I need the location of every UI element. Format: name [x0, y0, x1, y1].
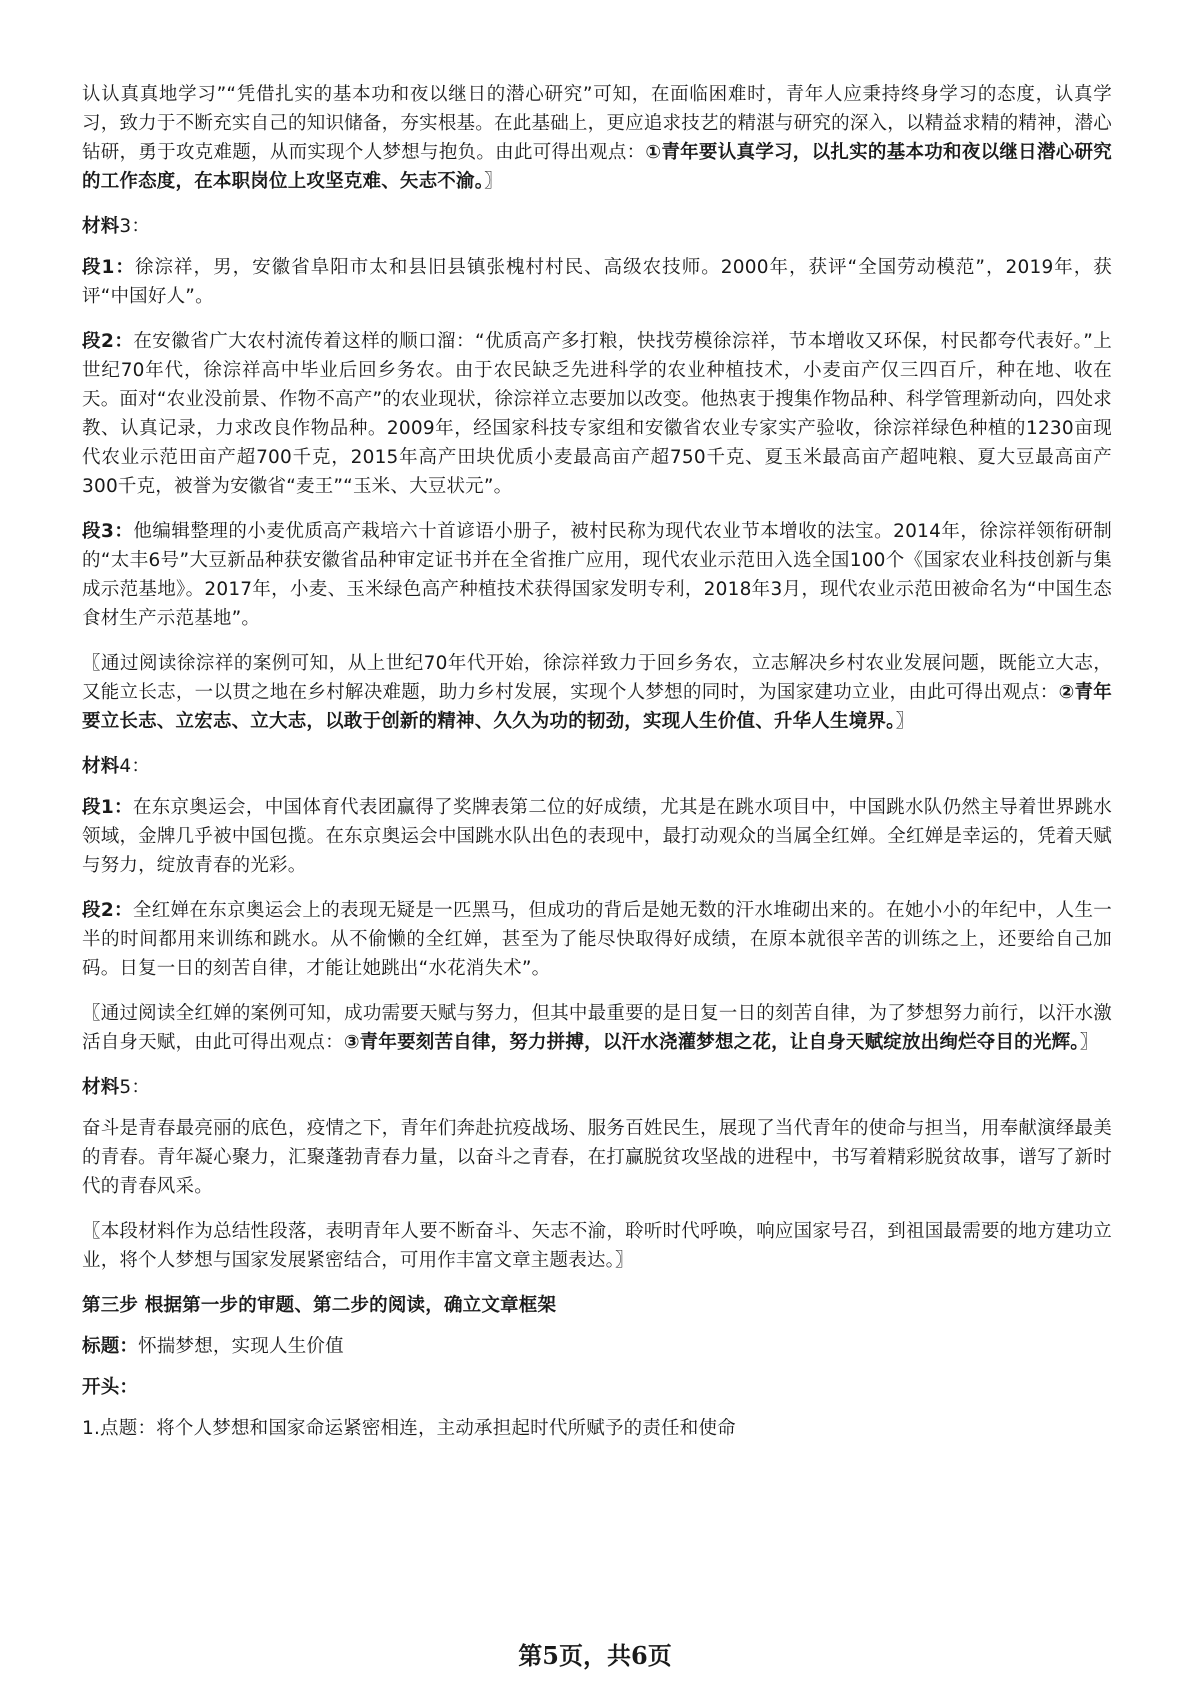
material-5-heading: [82, 1073, 1112, 1102]
opening-item-1: 1.点题：将个人梦想和国家命运紧密相连，主动承担起时代所赋予的责任和使命: [82, 1418, 736, 1439]
para-text: 全红婵在东京奥运会上的表现无疑是一匹黑马，但成功的背后是她无数的汗水堆砌出来的。在她小小的年纪中，人生一半的时间都用来训练和跳水。从不偷懒的全红婵，甚至为了能尽快取得好成绩，在原本就很辛苦的训练之上，还要给自己加码。日复一日的刻苦自律，才能让她跳出“水花消失术”。: [82, 900, 1112, 979]
opening-label: 开头：: [82, 1377, 139, 1398]
material-4-heading: [82, 752, 1112, 781]
essay-title: 怀揣梦想，实现人生价值: [138, 1336, 344, 1357]
material-4-analysis: [82, 999, 1112, 1057]
bracket-close: 〗: [895, 711, 915, 732]
viewpoint-3: ③青年要刻苦自律，努力拼搏，以汗水浇灌梦想之花，让自身天赋绽放出绚烂夺目的光辉。: [343, 1032, 1080, 1053]
para-label: 段3：: [82, 521, 134, 542]
material-3-heading: [82, 212, 1112, 241]
para-text: 徐淙祥，男，安徽省阜阳市太和县旧县镇张槐村村民、高级农技师。2000年，获评“全国劳动模范”，2019年，获评“中国好人”。: [82, 257, 1112, 307]
intro-text: 认认真真地学习”“凭借扎实的基本功和夜以继日的潜心研究”可知，在面临困难时，青年人应秉持终身学习的态度，认真学习，致力于不断充实自己的知识储备，夯实根基。在此基础上，更应追求技艺的精湛与研究的深入，以精益求精的精神，潜心钻研，勇于攻克难题，从而实现个人梦想与抱负。由此可得出观点：: [82, 84, 1112, 163]
material-label: 材料: [82, 756, 120, 777]
step-3-heading: [82, 1291, 1112, 1320]
para-label: 段2：: [82, 900, 133, 921]
essay-title-line: [82, 1332, 1112, 1361]
material-4-para-2: [82, 896, 1112, 983]
material-label: 材料: [82, 216, 120, 237]
opening-heading: [82, 1373, 1112, 1402]
material-3-para-1: [82, 253, 1112, 311]
viewpoint-2: ②青年要立长志、立宏志、立大志，以敢于创新的精神、久久为功的韧劲，实现人生价值、升华人生境界。: [82, 682, 1113, 732]
material-5-para: 奋斗是青春最亮丽的底色，疫情之下，青年们奔赴抗疫战场、服务百姓民生，展现了当代青年的使命与担当，用奉献演绎最美的青春。青年凝心聚力，汇聚蓬勃青春力量，以奋斗之青春，在打赢脱贫攻坚战的进程中，书写着精彩脱贫故事，谱写了新时代的青春风采。: [82, 1118, 1112, 1197]
material-number: 3：: [119, 216, 151, 237]
bracket-close: 〗: [484, 171, 503, 192]
para-text: 在安徽省广大农村流传着这样的顺口溜：“优质高产多打粮，快找劳模徐淙祥，节本增收又环保，村民都夸代表好。”上世纪70年代，徐淙祥高中毕业后回乡务农。由于农民缺乏先进科学的农业种植技术，小麦亩产仅三四百斤，种在地、收在天。面对“农业没前景、作物不高产”的农业现状，徐淙祥立志要加以改变。他热衷于搜集作物品种、科学管理新动向，四处求教、认真记录，力求改良作物品种。2009年，经国家科技专家组和安徽省农业专家实产验收，徐淙祥绿色种植的1230亩现代农业示范田亩产超700千克，2015年高产田块优质小麦最高亩产超750千克、夏玉米最高亩产超吨粮、夏大豆最高亩产300千克，被誉为安徽省“麦王”“玉米、大豆状元”。: [82, 331, 1112, 497]
page-number: 第5页，共6页: [518, 1641, 672, 1670]
para-text: 在东京奥运会，中国体育代表团赢得了奖牌表第二位的好成绩，尤其是在跳水项目中，中国跳水队仍然主导着世界跳水领域，金牌几乎被中国包揽。在东京奥运会中国跳水队出色的表现中，最打动观众的当属全红婵。全红婵是幸运的，凭着天赋与努力，绽放青春的光彩。: [82, 797, 1112, 876]
material-5-analysis: 〖本段材料作为总结性段落，表明青年人要不断奋斗、矢志不渝，聆听时代呼唤，响应国家号召，到祖国最需要的地方建功立业，将个人梦想与国家发展紧密结合，可用作丰富文章主题表达。〗: [82, 1221, 1112, 1271]
para-text: 他编辑整理的小麦优质高产栽培六十首谚语小册子，被村民称为现代农业节本增收的法宝。2014年，徐淙祥领衔研制的“太丰6号”大豆新品种获安徽省品种审定证书并在全省推广应用，现代农业示范田入选全国100个《国家农业科技创新与集成示范基地》。2017年，小麦、玉米绿色高产种植技术获得国家发明专利，2018年3月，现代农业示范田被命名为“中国生态食材生产示范基地”。: [82, 521, 1112, 629]
material-3-para-2: [82, 327, 1112, 501]
intro-paragraph: [82, 80, 1112, 196]
material-3-analysis: [82, 649, 1112, 736]
material-label: 材料: [82, 1077, 120, 1098]
para-label: 段1：: [82, 257, 135, 278]
para-label: 段2：: [82, 331, 134, 352]
document-body: [82, 80, 1112, 1459]
para-label: 段1：: [82, 797, 133, 818]
bracket-close: 〗: [1079, 1032, 1099, 1053]
step-heading-text: 第三步 根据第一步的审题、第二步的阅读，确立文章框架: [82, 1295, 557, 1316]
analysis-text: 〖通过阅读徐淙祥的案例可知，从上世纪70年代开始，徐淙祥致力于回乡务农，立志解决乡村农业发展问题，既能立大志，又能立长志，一以贯之地在乡村解决难题，助力乡村发展，实现个人梦想的同时，为国家建功立业，由此可得出观点：: [82, 653, 1112, 703]
material-4-para-1: [82, 793, 1112, 880]
title-label: 标题：: [82, 1336, 139, 1357]
analysis-text: 〖通过阅读全红婵的案例可知，成功需要天赋与努力，但其中最重要的是日复一日的刻苦自律，为了梦想努力前行，以汗水激活自身天赋，由此可得出观点：: [82, 1003, 1112, 1053]
viewpoint-1: ①青年要认真学习，以扎实的基本功和夜以继日潜心研究的工作态度，在本职岗位上攻坚克难、矢志不渝。: [82, 142, 1112, 192]
material-number: 5：: [119, 1077, 151, 1098]
material-number: 4：: [119, 756, 151, 777]
material-3-para-3: [82, 517, 1112, 633]
